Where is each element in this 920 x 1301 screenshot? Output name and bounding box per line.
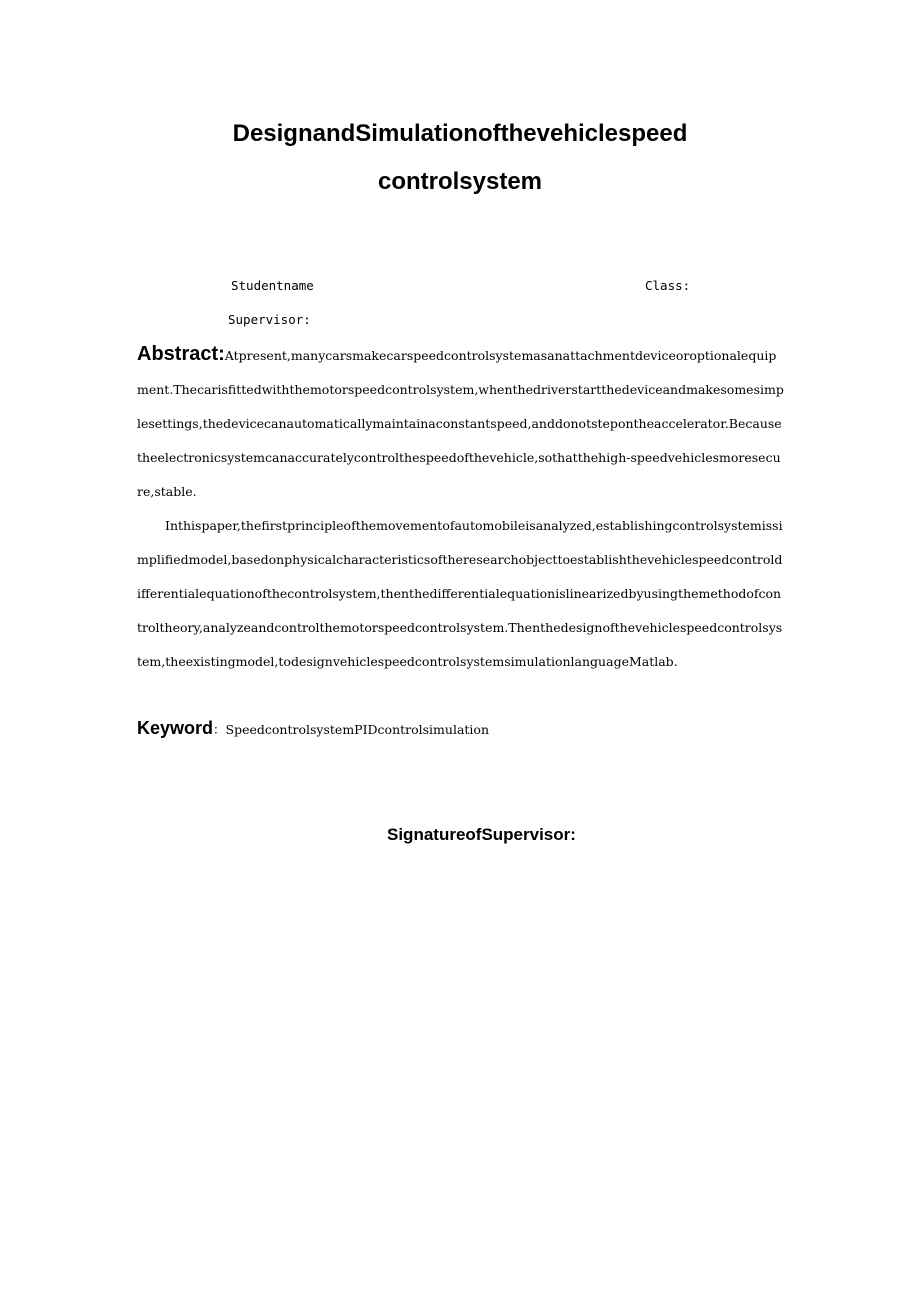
abstract-section: [137, 337, 785, 679]
abstract-heading: Abstract:: [137, 343, 225, 365]
abstract-paragraph-1: [137, 337, 785, 509]
abstract-paragraph-2: Inthispaper,thefirstprincipleofthemovementofautomobileisanalyzed,establishingcontrolsystemissimplifiedmodel,basedonphysicalcharacteristicsoftheresearchobjecttoestablishthevehiclespeedcontroldifferentialequationofthecontrolsystem,thenthedifferentialequationislinearizedbyusingthemethodofcontroltheory,analyzeandcontrolthemotorspeedcontrolsystem.Thenthedesignofthevehiclespeedcontrolsystem,theexistingmodel,todesignvehiclespeedcontrolsystemsimulationlanguageMatlab.: [137, 518, 783, 669]
class-label: Class:: [645, 278, 691, 293]
supervisor-signature-label: SignatureofSupervisor:: [387, 825, 576, 844]
student-name-label: Studentname: [231, 278, 314, 293]
abstract-paragraph-1-text: Atpresent,manycarsmakecarspeedcontrolsystemasanattachmentdeviceoroptionalequipment.Thecarisfittedwiththemotorspeedcontrolsystem,whenthedriverstartthedeviceandmakesomesimplesettings,thedevicecanautomaticallymaintainaconstantspeed,anddonotstepontheaccelerator.Becausetheelectronicsystemcanaccuratelycontrolthespeedofthevehicle,sothatthehigh-speedvehiclesmoresecure,stable.: [137, 348, 784, 499]
supervisor-label: Supervisor:: [228, 312, 311, 327]
keyword-heading: Keyword: [137, 718, 214, 738]
keyword-line: [137, 711, 489, 747]
keyword-separator: ：: [213, 722, 226, 737]
title-line-2: controlsystem: [377, 168, 543, 195]
title-line-1: DesignandSimulationofthevehiclespeed: [232, 120, 688, 147]
keyword-text: SpeedcontrolsystemPIDcontrolsimulation: [225, 722, 490, 737]
